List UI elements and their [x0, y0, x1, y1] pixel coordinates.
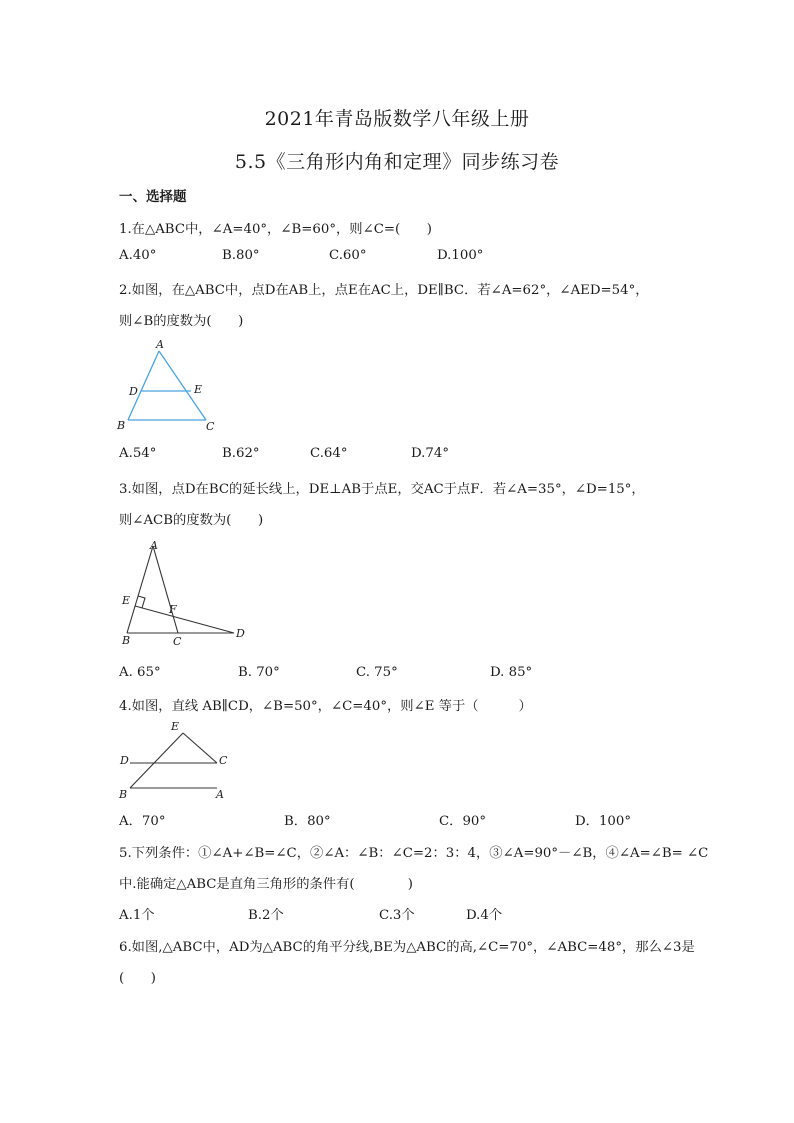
question-1-option-a: A.40° [119, 248, 157, 263]
question-3-stem-line-1: 3.如图，点D在BC的延长线上，DE⊥AB于点E，交AC于点F．若∠A=35°，∠D=15°， [119, 482, 645, 497]
q2-label-a: A [156, 338, 164, 351]
question-3-option-b: B. 70° [238, 665, 280, 680]
title-line-2: 5.5《三角形内角和定理》同步练习卷 [234, 151, 560, 173]
q3-label-b: B [122, 634, 131, 647]
q3-label-f: F [169, 603, 177, 616]
question-5-option-d: D.4个 [466, 908, 503, 923]
q3-label-a: A [150, 539, 158, 552]
question-3-stem-line-2: 则∠ACB的度数为( ) [119, 513, 264, 528]
question-1-stem: 1.在△ABC中，∠A=40°，∠B=60°，则∠C=( ) [119, 222, 432, 237]
q2-label-d: D [129, 385, 138, 398]
question-6-stem-line-2: ( ) [119, 971, 156, 986]
question-2-option-a: A.54° [119, 446, 157, 461]
question-2-option-c: C.64° [310, 446, 348, 461]
q3-label-d: D [236, 627, 245, 640]
q4-line-be [130, 733, 183, 788]
question-5-stem-line-1: 5.下列条件：①∠A+∠B=∠C，②∠A：∠B：∠C=2：3：4，③∠A=90°－∠B，④∠A=∠B= ∠C [119, 846, 709, 861]
section-heading: 一、选择题 [119, 189, 187, 205]
q4-line-ec [183, 733, 217, 763]
q4-label-a: A [216, 788, 224, 801]
q3-label-e: E [122, 594, 131, 607]
question-3-figure-lines [127, 546, 234, 633]
q2-label-b: B [117, 419, 126, 432]
question-4-figure [112, 714, 242, 804]
question-4-option-b: B．80° [284, 814, 331, 829]
q2-label-e: E [194, 383, 203, 396]
question-4-option-c: C．90° [439, 814, 487, 829]
question-2-stem-line-1: 2.如图，在△ABC中，点D在AB上，点E在AC上，DE∥BC．若∠A=62°，∠AED=54°， [119, 283, 649, 298]
question-1-option-c: C.60° [329, 248, 367, 263]
question-5-option-b: B.2个 [248, 908, 284, 923]
title-line-1: 2021年青岛版数学八年级上册 [264, 108, 530, 130]
question-4-option-a: A．70° [119, 814, 166, 829]
question-1-option-d: D.100° [437, 248, 484, 263]
question-3-figure [112, 536, 252, 651]
question-2-figure [112, 336, 222, 436]
q3-line-ed [135, 606, 234, 633]
q3-label-c: C [173, 635, 182, 648]
question-2-option-b: B.62° [222, 446, 260, 461]
q4-label-b: B [119, 788, 128, 801]
q4-label-d: D [120, 754, 129, 767]
question-4-stem: 4.如图，直线 AB∥CD，∠B=50°，∠C=40°，则∠E 等于（ ） [119, 699, 532, 714]
q2-label-c: C [206, 420, 215, 433]
question-5-option-a: A.1个 [119, 908, 155, 923]
question-3-option-c: C. 75° [356, 665, 398, 680]
question-3-option-a: A. 65° [119, 665, 161, 680]
question-4-option-d: D．100° [575, 814, 631, 829]
question-5-stem-line-2: 中.能确定△ABC是直角三角形的条件有( ) [119, 877, 413, 892]
q4-label-c: C [219, 754, 228, 767]
question-1-option-b: B.80° [222, 248, 260, 263]
question-4-figure-lines [130, 733, 217, 788]
q4-label-e: E [171, 720, 180, 733]
question-2-option-d: D.74° [411, 446, 449, 461]
question-6-stem-line-1: 6.如图,△ABC中，AD为△ABC的角平分线,BE为△ABC的高,∠C=70°，∠ABC=48°，那么∠3是 [119, 940, 695, 955]
q3-side-ac [153, 546, 178, 633]
question-3-option-d: D. 85° [490, 665, 533, 680]
question-5-option-c: C.3个 [379, 908, 415, 923]
q3-right-angle-mark [138, 596, 145, 608]
question-2-stem-line-2: 则∠B的度数为( ) [119, 314, 244, 329]
q3-side-ab [127, 546, 153, 633]
